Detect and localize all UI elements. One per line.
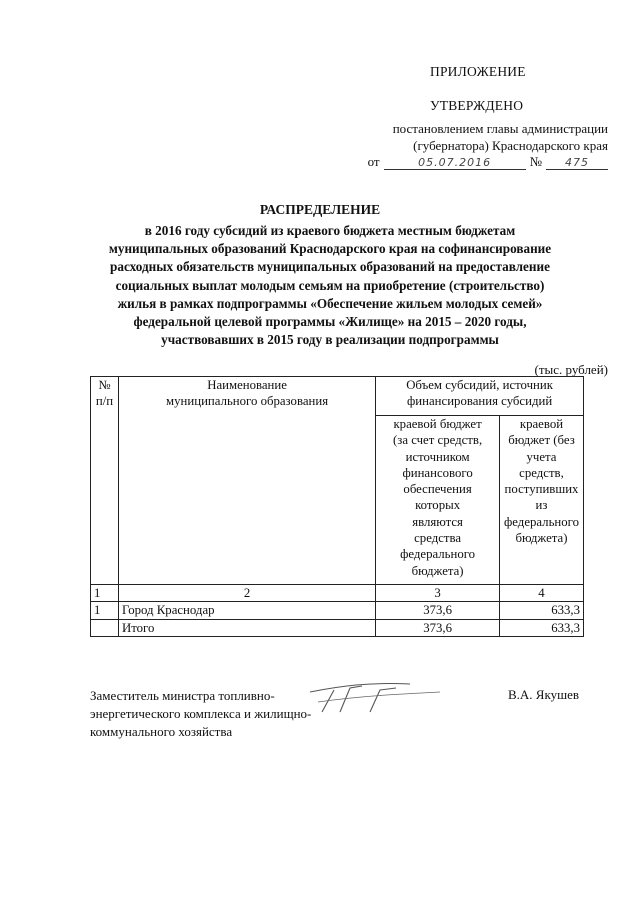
- distribution-table: [90, 376, 584, 637]
- row-municipality: Город Краснодар: [118, 602, 375, 619]
- column-number: 3: [376, 585, 500, 602]
- table-header-row: [91, 377, 584, 416]
- description-line: жилья в рамках подпрограммы «Обеспечение жильем молодых семей»: [117, 295, 543, 311]
- row-number: [91, 619, 119, 636]
- column-number: 4: [499, 585, 583, 602]
- row-value-federal: 373,6: [376, 602, 500, 619]
- unit-label: (тыс. рублей): [534, 362, 608, 377]
- table-row: [91, 602, 584, 619]
- header-regional-budget-federal: краевой бюджет (за счет средств, источником финансового обеспечения которых являются средства федерального бюджета): [376, 416, 500, 585]
- approved-label: УТВЕРЖДЕНО: [430, 98, 524, 113]
- row-municipality: Итого: [118, 619, 375, 636]
- date-prefix: от: [367, 154, 380, 169]
- description-line: федеральной целевой программы «Жилище» на 2015 – 2020 годы,: [133, 314, 527, 330]
- description-line: расходных обязательств муниципальных образований на предоставление: [110, 259, 550, 275]
- row-value-own: 633,3: [499, 619, 583, 636]
- table-total-row: [91, 619, 584, 636]
- document-description: [70, 222, 590, 349]
- signatory-name: В.А. Якушев: [508, 687, 580, 702]
- document-title: РАСПРЕДЕЛЕНИЕ: [259, 202, 381, 217]
- header-subsidy-volume: Объем субсидий, источник финансирования субсидий: [376, 377, 584, 416]
- header-regional-budget-own: краевой бюджет (без учета средств, поступивших из федерального бюджета): [499, 416, 583, 585]
- row-value-own: 633,3: [499, 602, 583, 619]
- column-number: 1: [91, 585, 119, 602]
- handwritten-signature: [300, 672, 450, 720]
- decree-line-1: постановлением главы администрации: [392, 121, 608, 136]
- header-municipality: Наименование муниципального образования: [118, 377, 375, 585]
- description-line: участвовавших в 2015 году в реализации подпрограммы: [161, 332, 499, 348]
- decree-number: 475: [546, 156, 608, 170]
- number-prefix: №: [529, 154, 542, 169]
- decree-block: [393, 120, 608, 154]
- signatory-position: Заместитель министра топливно- энергетического комплекса и жилищно- коммунального хозяйства: [90, 688, 312, 739]
- description-line: муниципальных образований Краснодарского края на софинансирование: [108, 241, 552, 257]
- decree-date: 05.07.2016: [384, 156, 526, 170]
- decree-date-number: [368, 154, 608, 170]
- column-number-row: [91, 585, 584, 602]
- header-number: № п/п: [91, 377, 119, 585]
- row-number: 1: [91, 602, 119, 619]
- appendix-label: ПРИЛОЖЕНИЕ: [430, 64, 526, 79]
- column-number: 2: [118, 585, 375, 602]
- description-line: социальных выплат молодым семьям на приобретение (строительство): [115, 277, 545, 293]
- decree-line-2: (губернатора) Краснодарского края: [413, 138, 608, 153]
- description-line: в 2016 году субсидий из краевого бюджета местным бюджетам: [144, 223, 516, 238]
- row-value-federal: 373,6: [376, 619, 500, 636]
